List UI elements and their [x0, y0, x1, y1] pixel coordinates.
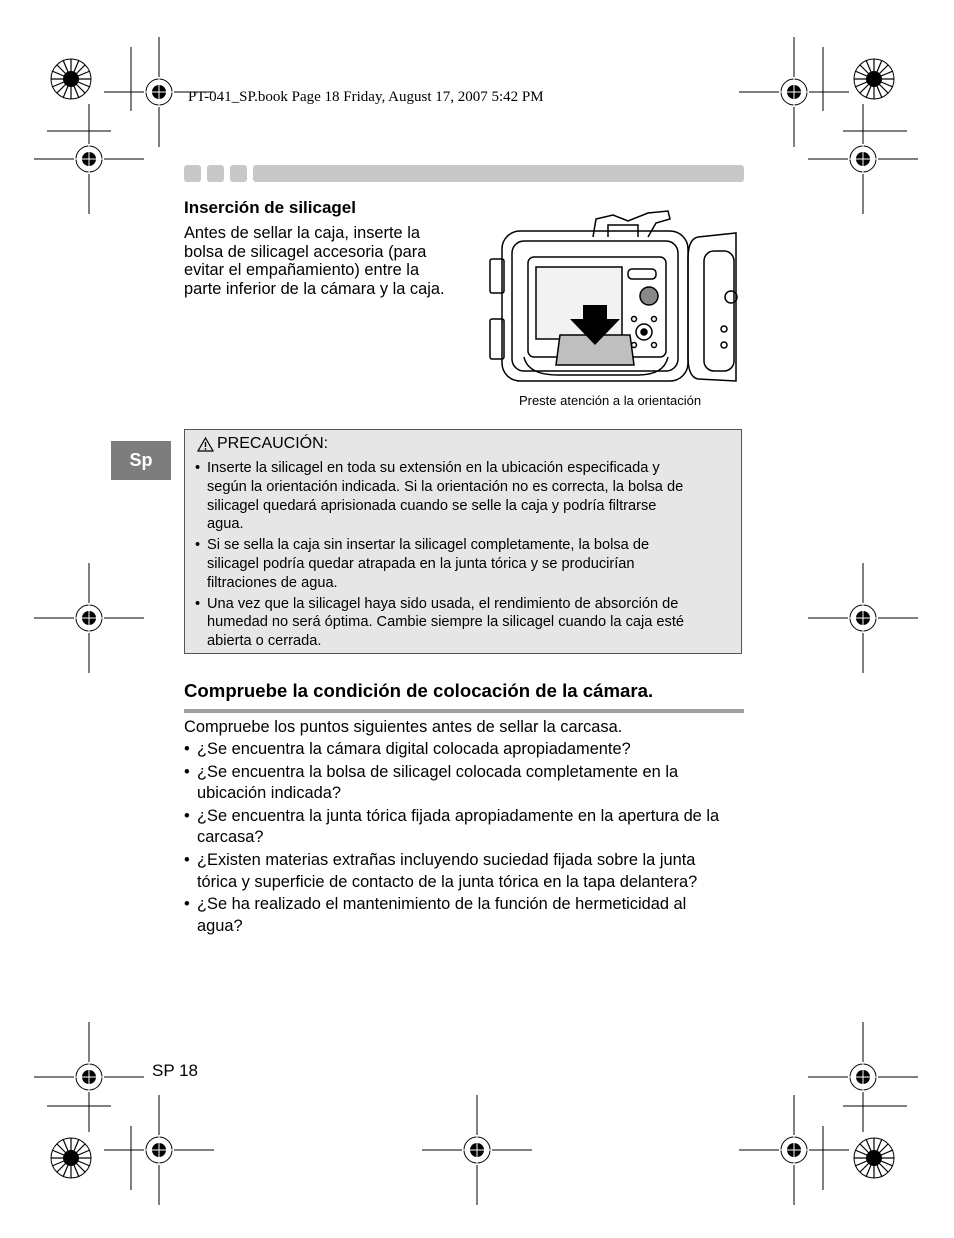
- caution-title: [197, 435, 328, 453]
- figure-caption: Preste atención a la orientación: [518, 393, 702, 408]
- bullet: •: [184, 850, 190, 869]
- caution-line: filtraciones de agua.: [207, 574, 338, 591]
- section-bar-strip: [253, 165, 744, 182]
- check-item: [184, 739, 744, 761]
- caution-line: Si se sella la caja sin insertar la silicagel completamente, la bolsa de: [207, 537, 650, 554]
- bullet: •: [184, 806, 190, 825]
- bullet: •: [184, 740, 190, 758]
- camera-housing-illustration: [488, 207, 738, 385]
- check-item: [184, 894, 744, 937]
- caution-line: humedad no será óptima. Cambie siempre la silicagel cuando la caja esté: [207, 614, 684, 631]
- bullet: •: [184, 762, 190, 781]
- page-number: SP 18: [152, 1061, 199, 1080]
- check-item: [184, 806, 744, 849]
- caution-line: según la orientación indicada. Si la orientación no es correcta, la bolsa de: [207, 478, 684, 495]
- check-line: ¿Se encuentra la cámara digital colocada apropiadamente?: [197, 740, 631, 758]
- warning-triangle-icon: [197, 437, 214, 452]
- crosshair-mark: [34, 563, 144, 673]
- caution-line: agua.: [207, 516, 244, 533]
- bullet: •: [195, 537, 201, 554]
- check-heading: Compruebe la condición de colocación de la cámara.: [184, 680, 654, 701]
- registration-star-mark: [49, 1136, 93, 1180]
- check-line: ¿Se encuentra la junta tórica fijada apropiadamente en la apertura de la: [197, 806, 720, 825]
- crosshair-mark: [739, 1095, 849, 1205]
- crosshair-mark: [422, 1095, 532, 1205]
- bullet: •: [195, 460, 201, 476]
- check-item: [184, 762, 744, 805]
- check-line: ¿Se ha realizado el mantenimiento de la función de hermeticidad al: [197, 895, 687, 914]
- registration-star-mark: [852, 1136, 896, 1180]
- crosshair-mark: [104, 1095, 214, 1205]
- caution-line: silicagel podría quedar atrapada en la junta tórica y se producirían: [207, 555, 635, 572]
- caution-list: [195, 459, 735, 653]
- section-bar-square: [207, 165, 224, 182]
- check-line: tórica y superficie de contacto de la junta tórica en la tapa delantera?: [197, 872, 698, 891]
- caution-line: silicagel quedará aprisionada cuando se selle la caja y podría filtrarse: [207, 497, 657, 514]
- silicagel-body-line: bolsa de silicagel accesoria (para: [184, 242, 427, 261]
- check-list: [184, 739, 744, 938]
- section-bar-square: [230, 165, 247, 182]
- caution-item: [195, 536, 735, 592]
- check-intro: Compruebe los puntos siguientes antes de sellar la carcasa.: [184, 718, 623, 736]
- section-bar-square: [184, 165, 201, 182]
- crosshair-mark: [34, 104, 144, 214]
- caution-title-text: PRECAUCIÓN:: [217, 435, 329, 452]
- caution-item: [195, 459, 735, 534]
- check-line: ubicación indicada?: [197, 784, 341, 803]
- registration-star-mark: [852, 57, 896, 101]
- caution-item: [195, 595, 735, 651]
- caution-line: Una vez que la silicagel haya sido usada, el rendimiento de absorción de: [207, 595, 679, 612]
- silicagel-body-line: Antes de sellar la caja, inserte la: [184, 224, 420, 242]
- check-line: ¿Se encuentra la bolsa de silicagel colocada completamente en la: [197, 762, 679, 781]
- crosshair-mark: [808, 104, 918, 214]
- check-line: ¿Existen materias extrañas incluyendo suciedad fijada sobre la junta: [197, 850, 696, 869]
- crosshair-mark: [808, 563, 918, 673]
- silicagel-heading: Inserción de silicagel: [184, 198, 356, 217]
- heading-rule: [184, 709, 744, 713]
- book-info-header: PT-041_SP.book Page 18 Friday, August 17, 2007 5:42 PM: [188, 89, 544, 105]
- language-tab: Sp: [111, 441, 171, 480]
- silicagel-body-line: evitar el empañamiento) entre la: [184, 261, 420, 280]
- caution-line: Inserte la silicagel en toda su extensión en la ubicación especificada y: [207, 460, 660, 476]
- bullet: •: [184, 895, 190, 914]
- check-item: [184, 850, 744, 893]
- silicagel-body: [184, 224, 484, 298]
- check-line: agua?: [197, 916, 243, 935]
- caution-line: abierta o cerrada.: [207, 633, 322, 650]
- silicagel-body-line: parte inferior de la cámara y la caja.: [184, 279, 445, 298]
- bullet: •: [195, 595, 201, 612]
- registration-star-mark: [49, 57, 93, 101]
- check-line: carcasa?: [197, 828, 264, 847]
- caution-box: [184, 429, 742, 654]
